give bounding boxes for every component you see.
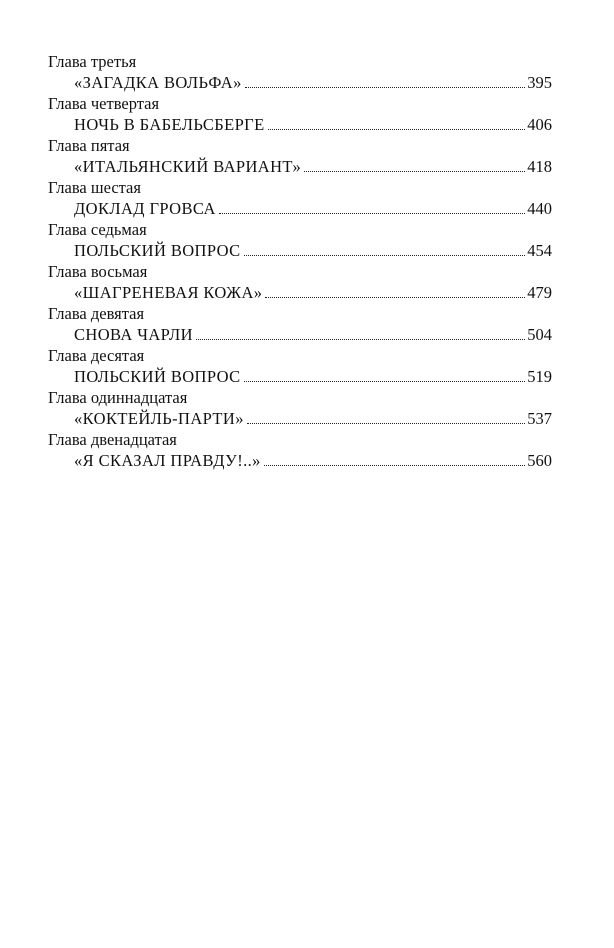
toc-entry <box>48 304 552 346</box>
page-number: 519 <box>527 367 552 386</box>
dot-leader <box>247 422 525 424</box>
page-number: 418 <box>527 157 552 176</box>
dot-leader <box>219 212 525 214</box>
page-number: 454 <box>527 241 552 260</box>
chapter-title-line <box>74 366 552 388</box>
chapter-label: Глава третья <box>48 52 137 71</box>
toc-entry <box>48 388 552 430</box>
chapter-label: Глава двенадцатая <box>48 430 177 449</box>
dot-leader <box>244 380 526 382</box>
chapter-label: Глава одиннадцатая <box>48 388 188 407</box>
chapter-title-line <box>74 450 552 472</box>
chapter-title-line <box>74 408 552 430</box>
chapter-title: «ШАГРЕНЕВАЯ КОЖА» <box>74 283 263 302</box>
chapter-title-line <box>74 324 552 346</box>
toc-entry <box>48 346 552 388</box>
chapter-title-line <box>74 114 552 136</box>
chapter-title: «ИТАЛЬЯНСКИЙ ВАРИАНТ» <box>74 157 302 176</box>
chapter-label: Глава десятая <box>48 346 145 365</box>
chapter-title: «Я СКАЗАЛ ПРАВДУ!..» <box>74 451 261 470</box>
chapter-title: ДОКЛАД ГРОВСА <box>74 199 216 218</box>
toc-entry <box>48 220 552 262</box>
chapter-label: Глава четвертая <box>48 94 160 113</box>
chapter-title-line <box>74 282 552 304</box>
chapter-label: Глава девятая <box>48 304 145 323</box>
toc-entry <box>48 136 552 178</box>
chapter-title-line <box>74 156 552 178</box>
chapter-label: Глава пятая <box>48 136 130 155</box>
dot-leader <box>244 254 526 256</box>
toc-entry <box>48 94 552 136</box>
page-number: 560 <box>527 451 552 470</box>
chapter-label: Глава восьмая <box>48 262 148 281</box>
page-number: 395 <box>527 73 552 92</box>
page-number: 406 <box>527 115 552 134</box>
toc-entry <box>48 52 552 94</box>
dot-leader <box>304 170 525 172</box>
toc-entry <box>48 430 552 472</box>
dot-leader <box>196 338 525 340</box>
chapter-title-line <box>74 240 552 262</box>
dot-leader <box>268 128 526 130</box>
chapter-title: НОЧЬ В БАБЕЛЬСБЕРГЕ <box>74 115 265 134</box>
page-number: 537 <box>527 409 552 428</box>
dot-leader <box>264 464 525 466</box>
dot-leader <box>265 296 525 298</box>
chapter-title: «ЗАГАДКА ВОЛЬФА» <box>74 73 242 92</box>
chapter-title-line <box>74 72 552 94</box>
page-number: 440 <box>527 199 552 218</box>
page-number: 479 <box>527 283 552 302</box>
chapter-label: Глава седьмая <box>48 220 147 239</box>
chapter-title: ПОЛЬСКИЙ ВОПРОС <box>74 367 241 386</box>
chapter-title: СНОВА ЧАРЛИ <box>74 325 193 344</box>
chapter-title: ПОЛЬСКИЙ ВОПРОС <box>74 241 241 260</box>
chapter-title-line <box>74 198 552 220</box>
page-number: 504 <box>527 325 552 344</box>
chapter-label: Глава шестая <box>48 178 141 197</box>
toc-entry <box>48 178 552 220</box>
toc-entry <box>48 262 552 304</box>
chapter-title: «КОКТЕЙЛЬ-ПАРТИ» <box>74 409 244 428</box>
dot-leader <box>245 86 526 88</box>
table-of-contents <box>48 52 552 472</box>
